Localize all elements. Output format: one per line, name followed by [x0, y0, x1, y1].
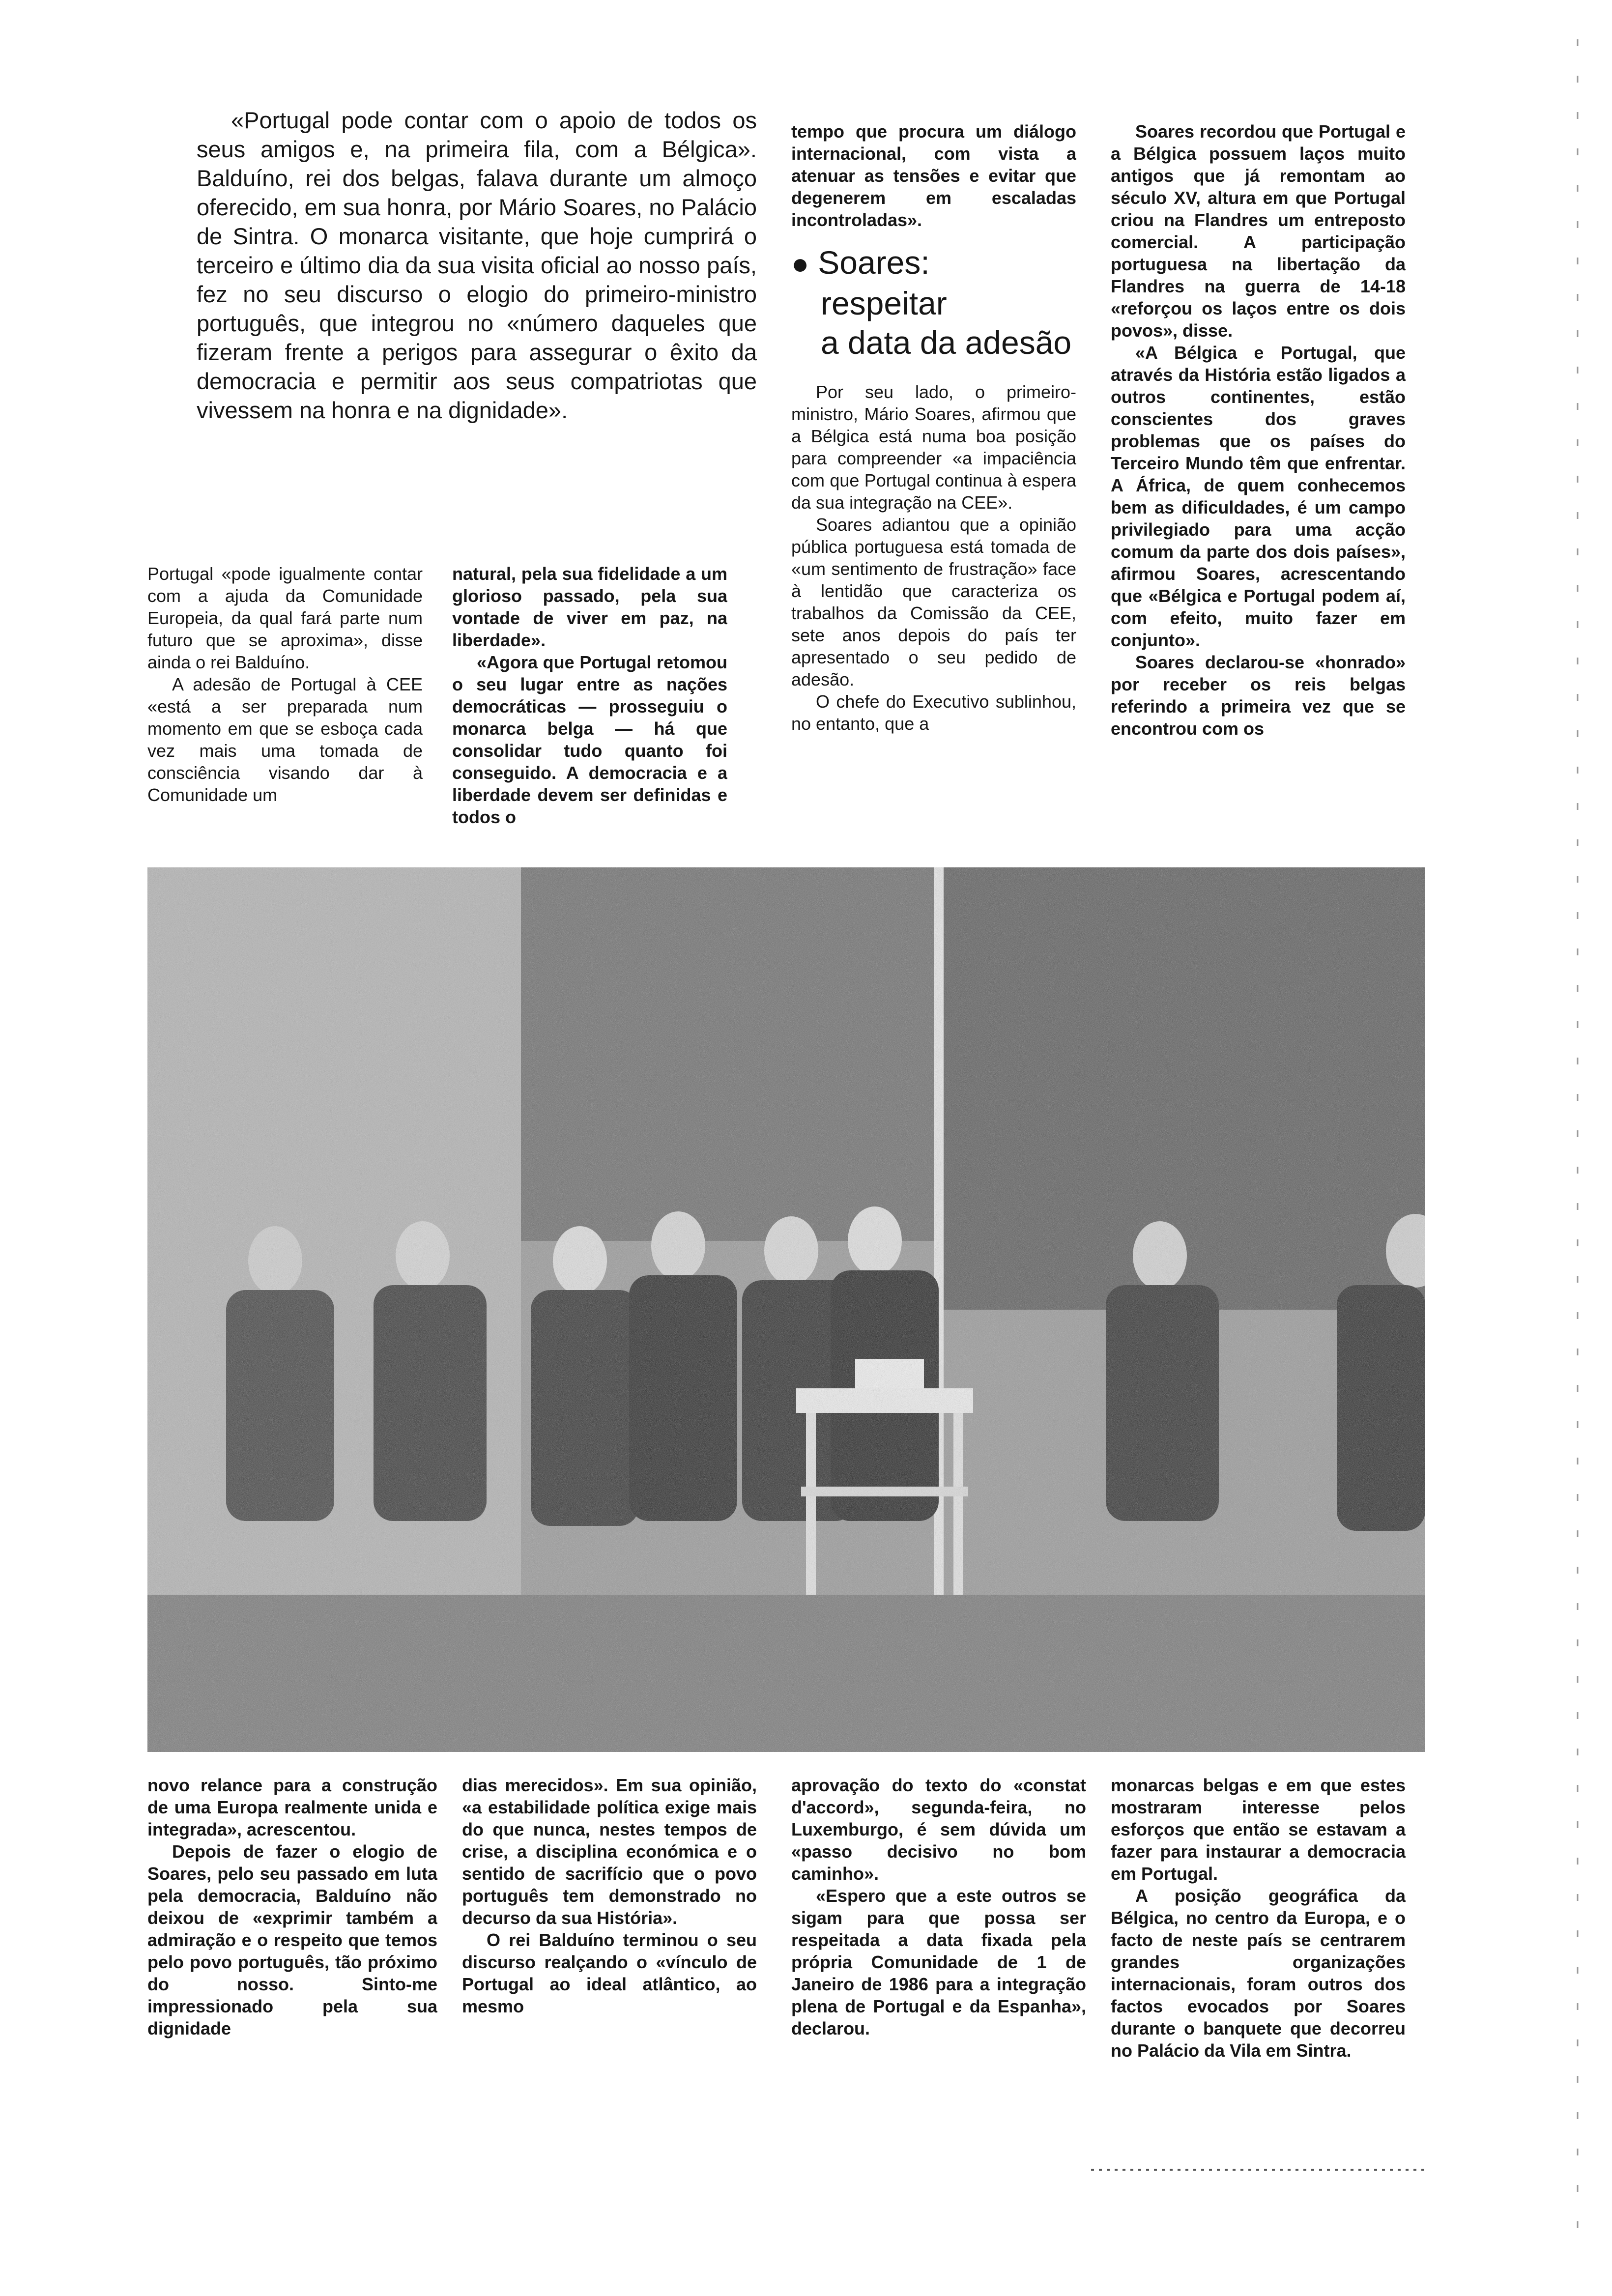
news-photograph [147, 867, 1425, 1752]
upper-column-2 [452, 563, 727, 838]
paragraph: monarcas belgas e em que estes mostraram interesse pelos esforços que então se estavam a fazer para instaurar a democracia em Portugal. [1111, 1775, 1406, 1884]
paragraph: «A Bélgica e Portugal, que através da História estão ligados a outros continentes, estão conscientes dos graves problemas que os países do Terceiro Mundo têm que enfrentar. A África, de quem conhecemos bem as dificuldades, é um campo privilegiado para uma acção comum da parte dos dois países», afirmou Soares, acrescentando que «Bélgica e Portugal podem aí, com efeito, muito fazer em conjunto». [1111, 343, 1406, 650]
paragraph: Por seu lado, o primeiro-ministro, Mário Soares, afirmou que a Bélgica está numa boa posição para compreender «a impaciência com que Portugal continua à espera da sua integração na CEE». [791, 382, 1076, 513]
paragraph: O chefe do Executivo sublinhou, no entanto, que a [791, 691, 1076, 734]
upper-column-3 [791, 120, 1076, 838]
upper-column-4 [1111, 120, 1406, 838]
paragraph: «Agora que Portugal retomou o seu lugar entre as nações democráticas — prosseguiu o monarca belga — há que consolidar tudo quanto foi conseguido. A democracia e a liberdade devem ser definidas e todos o [452, 652, 727, 827]
paragraph: Depois de fazer o elogio de Soares, pelo seu passado em luta pela democracia, Balduíno não deixou de «exprimir também a admiração e o respeito que temos pelo povo português, tão próximo do nosso. Sinto-me impressionado pela sua dignidade [147, 1841, 437, 2038]
paragraph: Soares recordou que Portugal e a Bélgica possuem laços muito antigos que já remontam ao século XV, altura em que Portugal criou na Flandres um entreposto comercial. A participação portuguesa na libertação da Flandres na guerra de 14-18 «reforçou os laços entre os dois povos», disse. [1111, 121, 1406, 341]
paragraph: Portugal «pode igualmente contar com a ajuda da Comunidade Europeia, da qual fará parte num futuro que se aproxima», disse ainda o rei Balduíno. [147, 564, 423, 672]
scan-artifact-line [1091, 2162, 1425, 2177]
paragraph: Soares declarou-se «honrado» por receber os reis belgas referindo a primeira vez que se encontrou com os [1111, 652, 1406, 739]
subheading [791, 243, 1076, 362]
paragraph: aprovação do texto do «constat d'accord», segunda-feira, no Luxemburgo, é sem dúvida um «passo decisivo no bom caminho». [791, 1775, 1086, 1884]
paragraph: tempo que procura um diálogo internacional, com vista a atenuar as tensões e evitar que degenerem em escaladas incontroladas». [791, 121, 1076, 230]
paragraph: natural, pela sua fidelidade a um glorioso passado, pela sua vontade de viver em paz, na liberdade». [452, 564, 727, 650]
subheading-line: respeitar [821, 285, 947, 321]
subheading-line: Soares: [818, 244, 930, 281]
lower-column-2 [462, 1774, 757, 2079]
subheading-line: a data da adesão [821, 324, 1072, 361]
lower-column-1 [147, 1774, 437, 2079]
paragraph: Soares adiantou que a opinião pública portuguesa está tomada de «um sentimento de frustração» face à lentidão que caracteriza os trabalhos da Comissão da CEE, sete anos depois do país ter apresentado o seu pedido de adesão. [791, 515, 1076, 689]
scan-edge-artifact [1563, 39, 1592, 2251]
lead-text: «Portugal pode contar com o apoio de todos os seus amigos e, na primeira fila, com a Bélgica». Balduíno, rei dos belgas, falava durante um almoço oferecido, em sua honra, por Mário Soares, no Palácio de Sintra. O monarca visitante, que hoje cumprirá o terceiro e último dia da sua visita oficial ao nosso país, fez no seu discurso o elogio do primeiro-ministro português, que integrou no «número daqueles que fizeram frente a perigos para assegurar o êxito da democracia e permitir aos seus compatriotas que vivessem na honra e na dignidade». [197, 107, 757, 423]
lead-paragraph [197, 106, 757, 425]
paragraph: dias merecidos». Em sua opinião, «a estabilidade política exige mais do que nunca, nestes tempos de crise, a disciplina económica e o sentido de sacrifício que o povo português tem demonstrado no decurso da sua História». [462, 1775, 757, 1928]
paragraph: «Espero que a este outros se sigam para que possa ser respeitada a data fixada pela própria Comunidade de 1 de Janeiro de 1986 para a integração plena de Portugal e da Espanha», declarou. [791, 1886, 1086, 2038]
paragraph: novo relance para a construção de uma Europa realmente unida e integrada», acrescentou. [147, 1775, 437, 1839]
lower-column-3 [791, 1774, 1086, 2079]
lower-column-4 [1111, 1774, 1406, 2157]
paragraph: A adesão de Portugal à CEE «está a ser preparada num momento em que se esboça cada vez mais uma tomada de consciência visando dar à Comunidade um [147, 674, 423, 805]
bullet-icon: ● [791, 247, 809, 280]
paragraph: O rei Balduíno terminou o seu discurso realçando o «vínculo de Portugal ao ideal atlântico, ao mesmo [462, 1930, 757, 2016]
upper-column-1 [147, 563, 423, 838]
paragraph: A posição geográfica da Bélgica, no centro da Europa, e o facto de neste país se centrarem grandes organizações internacionais, foram outros dos factos evocados por Soares durante o banquete que decorreu no Palácio da Vila em Sintra. [1111, 1886, 1406, 2061]
photograph-image [147, 867, 1425, 1752]
